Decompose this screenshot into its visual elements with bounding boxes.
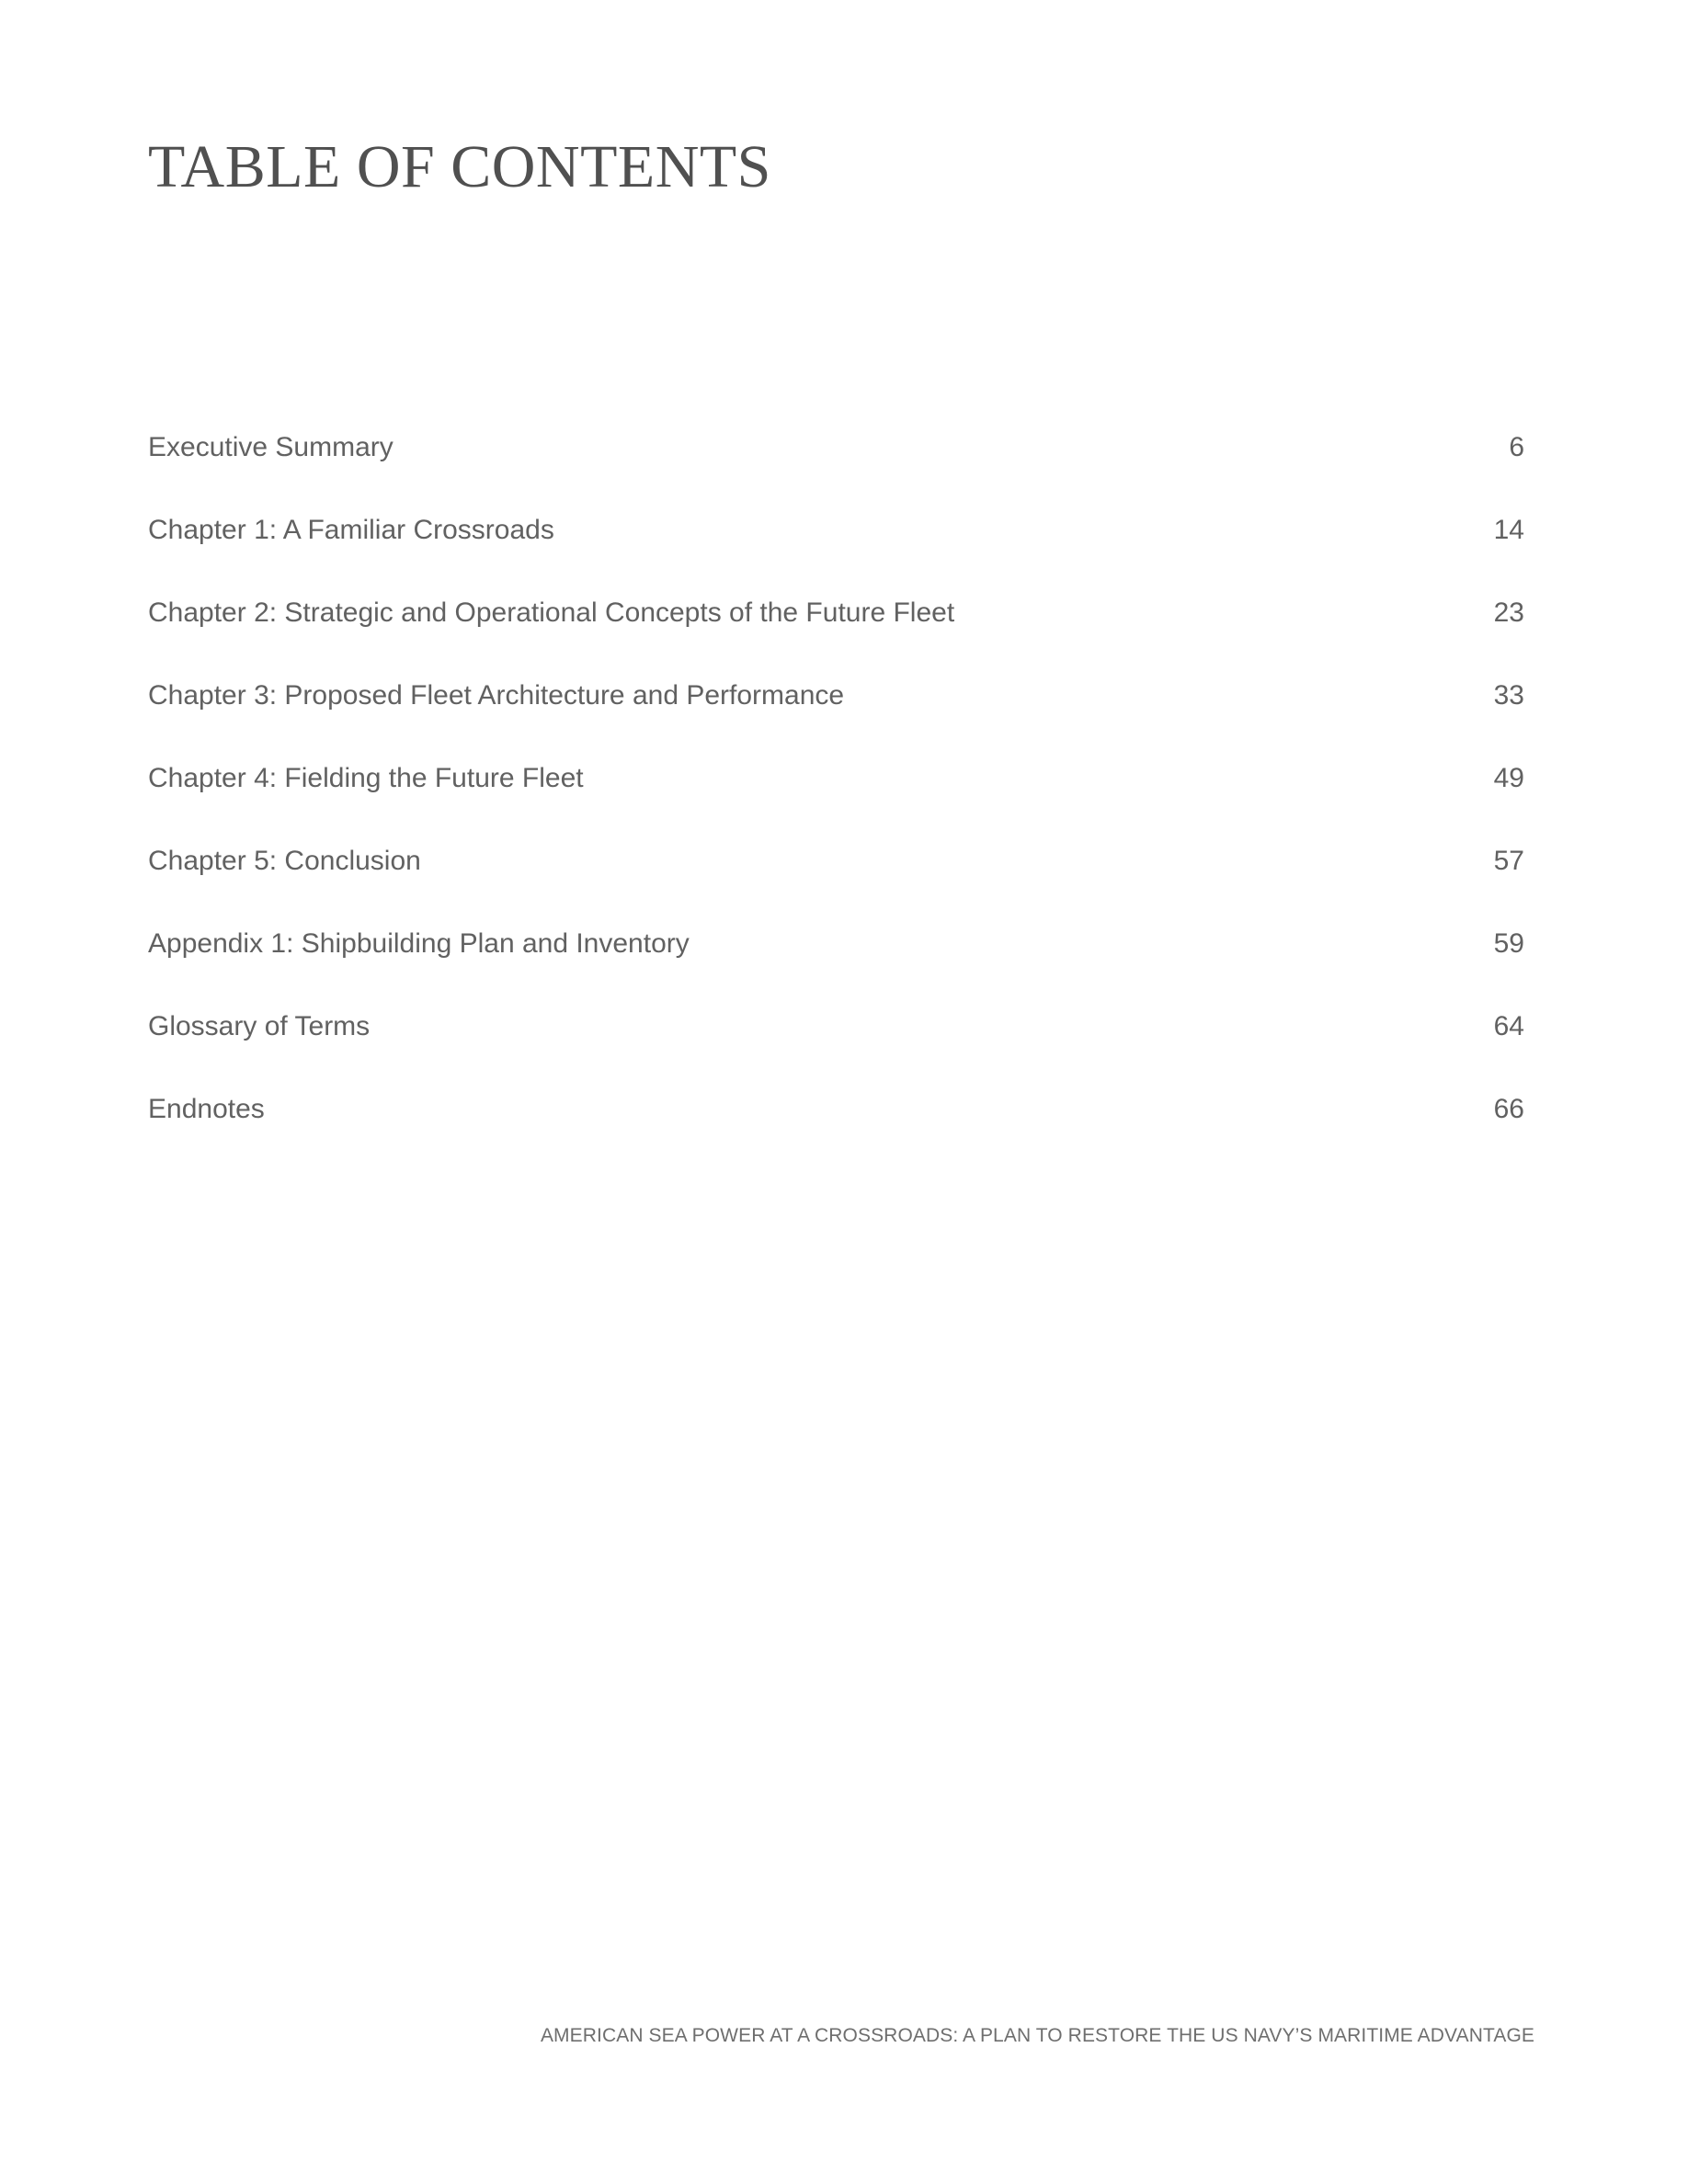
page-title: TABLE OF CONTENTS [148, 133, 771, 200]
toc-entry-label: Chapter 1: A Familiar Crossroads [148, 515, 554, 545]
toc-entry-page-number: 6 [1509, 432, 1524, 462]
toc-entry-page-number: 14 [1493, 515, 1524, 545]
toc-entry-label: Chapter 4: Fielding the Future Fleet [148, 763, 584, 793]
toc-entry-label: Appendix 1: Shipbuilding Plan and Inventory [148, 928, 690, 959]
toc-entry-page-number: 64 [1493, 1011, 1524, 1041]
toc-entry-label: Chapter 5: Conclusion [148, 846, 421, 876]
toc-entry-page-number: 57 [1493, 846, 1524, 876]
toc-entry-label: Chapter 3: Proposed Fleet Architecture and Performance [148, 680, 845, 711]
toc-entry-appendix-1[interactable] [148, 903, 1527, 985]
toc-entry-page-number: 49 [1493, 763, 1524, 793]
page-footer: AMERICAN SEA POWER AT A CROSSROADS: A PLAN TO RESTORE THE US NAVY’S MARITIME ADVANTAGE [540, 2025, 1534, 2046]
toc-entry-page-number: 23 [1493, 597, 1524, 628]
toc-entry-chapter-2[interactable] [148, 572, 1527, 654]
toc-entry-chapter-4[interactable] [148, 737, 1527, 820]
toc-entry-label: Endnotes [148, 1094, 265, 1124]
toc-entry-label: Executive Summary [148, 432, 393, 462]
toc-entry-glossary[interactable] [148, 985, 1527, 1068]
toc-entry-label: Glossary of Terms [148, 1011, 371, 1041]
toc-entry-label: Chapter 2: Strategic and Operational Concepts of the Future Fleet [148, 597, 955, 628]
toc-entry-page-number: 66 [1493, 1094, 1524, 1124]
toc-entry-endnotes[interactable] [148, 1068, 1527, 1151]
table-of-contents [148, 406, 1527, 1151]
toc-entry-chapter-1[interactable] [148, 489, 1527, 572]
toc-entry-chapter-5[interactable] [148, 820, 1527, 903]
toc-entry-page-number: 59 [1493, 928, 1524, 959]
toc-entry-executive-summary[interactable] [148, 406, 1527, 489]
toc-entry-page-number: 33 [1493, 680, 1524, 711]
toc-entry-chapter-3[interactable] [148, 654, 1527, 737]
